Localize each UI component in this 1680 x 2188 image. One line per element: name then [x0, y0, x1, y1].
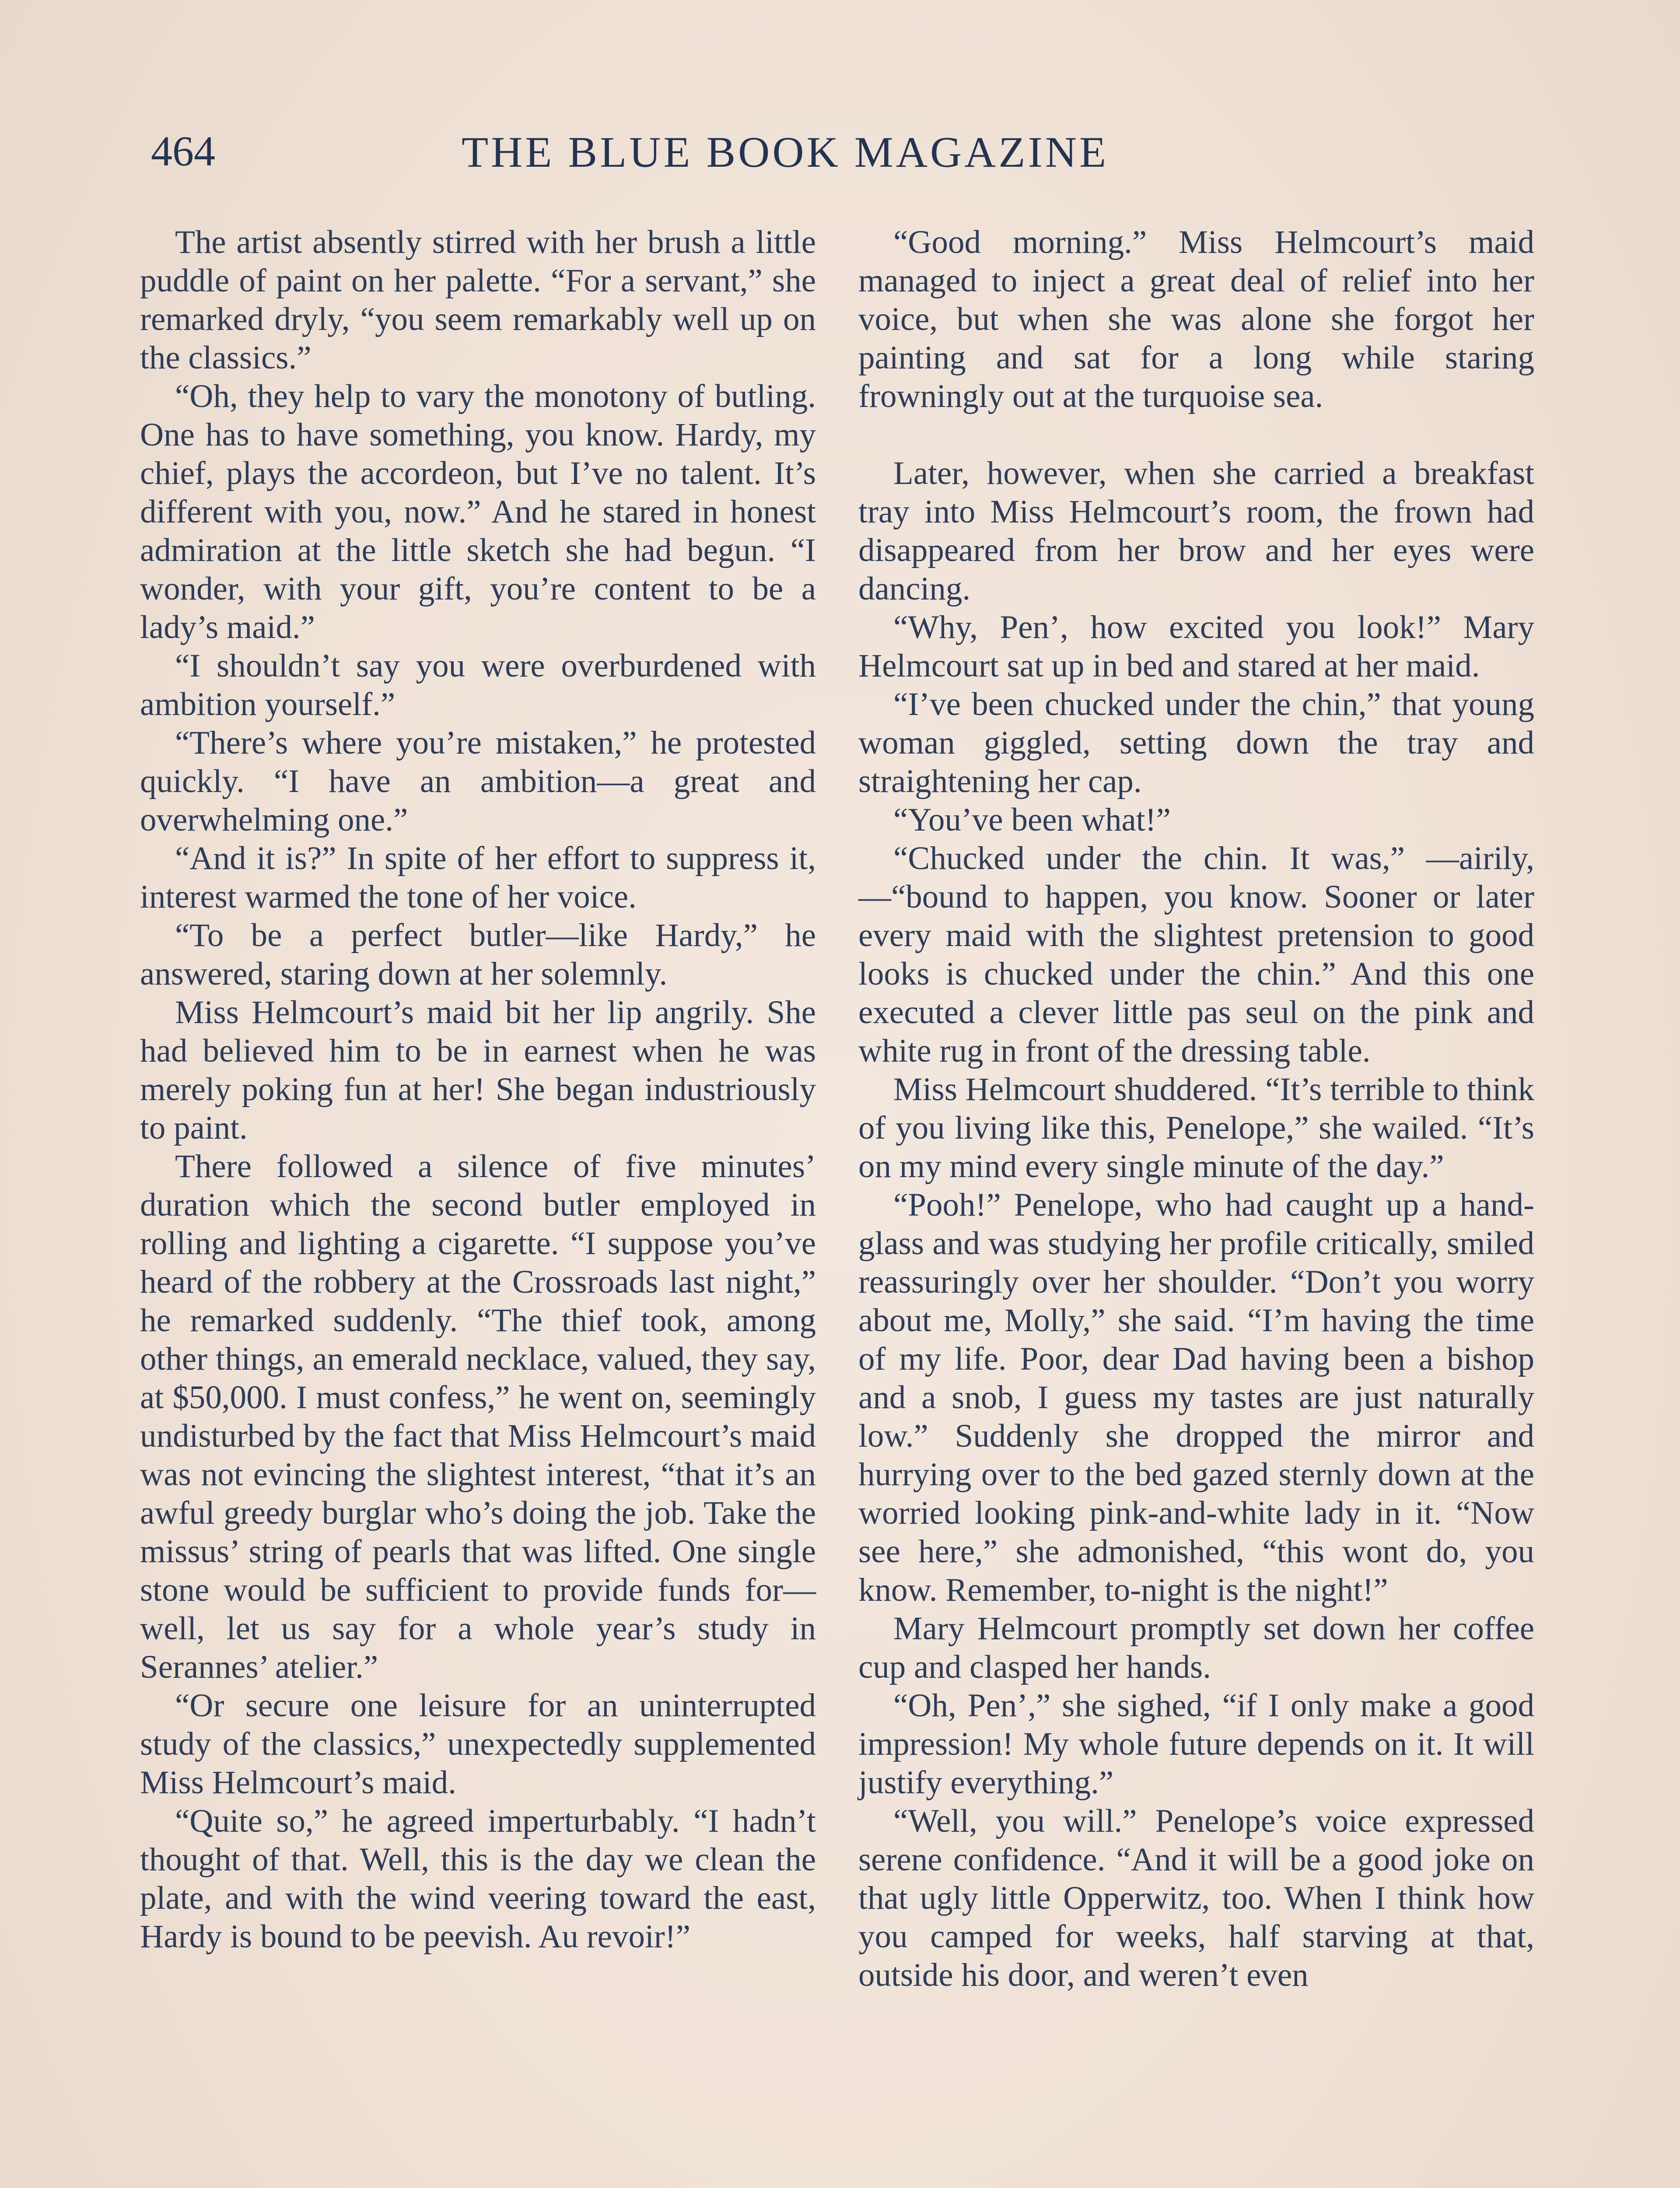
page-header	[147, 127, 1229, 188]
paragraph: “Well, you will.” Penelope’s voice expressed serene confidence. “And it will be a good joke on that ugly little Opperwitz, too. When I think how you camped for weeks, half starving at that, outside his door, and weren’t even	[858, 1803, 1534, 1993]
paragraph: Later, however, when she carried a breakfast tray into Miss Helmcourt’s room, the frown had disappeared from her brow and her eyes were dancing.	[858, 455, 1534, 607]
paragraph: Miss Helmcourt’s maid bit her lip angrily. She had believed him to be in earnest when he was merely poking fun at her! She began industriously to paint.	[140, 994, 816, 1146]
paragraph: “There’s where you’re mistaken,” he protested quickly. “I have an ambition—a great and overwhelming one.”	[140, 725, 816, 838]
paragraph: “Why, Pen’, how excited you look!” Mary Helmcourt sat up in bed and stared at her maid.	[858, 609, 1534, 684]
paragraph: “Good morning.” Miss Helmcourt’s maid managed to inject a great deal of relief into her voice, but when she was alone she forgot her painting and sat for a long while staring frowningly out at the turquoise sea.	[858, 224, 1534, 414]
running-title: THE BLUE BOOK MAGAZINE	[462, 128, 1109, 176]
paragraph: “Oh, they help to vary the monotony of butling. One has to have something, you know. Hardy, my chief, plays the accordeon, but I’ve no talent. It’s different with you, now.” And he stared in honest admiration at the little sketch she had begun. “I wonder, with your gift, you’re content to be a lady’s maid.”	[140, 378, 816, 645]
paragraph: There followed a silence of five minutes’ duration which the second butler employed in rolling and lighting a cigarette. “I suppose you’ve heard of the robbery at the Crossroads last night,” he remarked suddenly. “The thief took, among other things, an emerald necklace, valued, they say, at $50,000. I must confess,” he went on, seemingly undisturbed by the fact that Miss Helmcourt’s maid was not evincing the slightest interest, “that it’s an awful greedy burglar who’s doing the job. Take the missus’ string of pearls that was lifted. One single stone would be sufficient to provide funds for—well, let us say for a whole year’s study in Serannes’ atelier.”	[140, 1148, 816, 1685]
paragraph: “Pooh!” Penelope, who had caught up a hand-glass and was studying her profile critically, smiled reassuringly over her shoulder. “Don’t you worry about me, Molly,” she said. “I’m having the time of my life. Poor, dear Dad having been a bishop and a snob, I guess my tastes are just naturally low.” Suddenly she dropped the mirror and hurrying over to the bed gazed sternly down at the worried looking pink-and-white lady in it. “Now see here,” she admonished, “this wont do, you know. Remember, to-night is the night!”	[858, 1187, 1534, 1608]
left-column	[140, 223, 816, 1956]
paragraph: “Quite so,” he agreed imperturbably. “I hadn’t thought of that. Well, this is the day we clean the plate, and with the wind veering toward the east, Hardy is bound to be peevish. Au revoir!”	[140, 1803, 816, 1955]
paragraph: “And it is?” In spite of her effort to suppress it, interest warmed the tone of her voice.	[140, 840, 816, 915]
paragraph: “I’ve been chucked under the chin,” that young woman giggled, setting down the tray and straightening her cap.	[858, 686, 1534, 799]
right-column	[858, 223, 1534, 1995]
paragraph: “Or secure one leisure for an uninterrupted study of the classics,” unexpectedly supplemented Miss Helmcourt’s maid.	[140, 1687, 816, 1801]
paragraph: “To be a perfect butler—like Hardy,” he answered, staring down at her solemnly.	[140, 917, 816, 992]
paragraph: “Oh, Pen’,” she sighed, “if I only make a good impression! My whole future depends on it. It will justify everything.”	[858, 1687, 1534, 1801]
paragraph: “Chucked under the chin. It was,” —airily,—“bound to happen, you know. Sooner or later every maid with the slightest pretension to good looks is chucked under the chin.” And this one executed a clever little pas seul on the pink and white rug in front of the dressing table.	[858, 840, 1534, 1069]
paragraph: Miss Helmcourt shuddered. “It’s terrible to think of you living like this, Penelope,” she wailed. “It’s on my mind every single minute of the day.”	[858, 1071, 1534, 1185]
paragraph: Mary Helmcourt promptly set down her coffee cup and clasped her hands.	[858, 1610, 1534, 1685]
page-number: 464	[151, 128, 215, 175]
paragraph: The artist absently stirred with her brush a little puddle of paint on her palette. “For a servant,” she remarked dryly, “you seem remarkably well up on the classics.”	[140, 224, 816, 376]
paragraph: “I shouldn’t say you were overburdened with ambition yourself.”	[140, 648, 816, 722]
paragraph: “You’ve been what!”	[893, 802, 1171, 838]
